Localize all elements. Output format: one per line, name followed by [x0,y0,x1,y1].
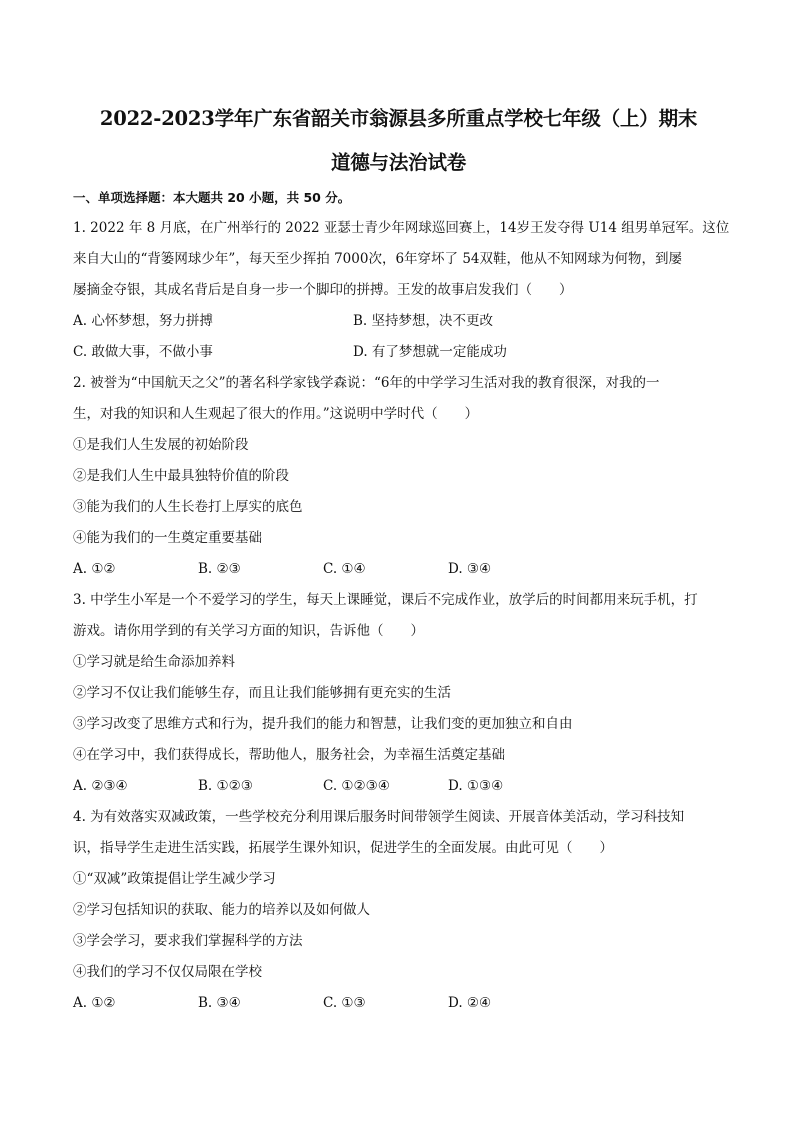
question-2 [73,368,724,585]
option-d: D. ①③④ [448,778,504,794]
option-c: C. 敢做大事，不做小事 [73,344,213,360]
option-b: B. ②③ [198,561,241,577]
option-d: D. 有了梦想就一定能成功 [353,344,507,360]
statement-4: ④我们的学习不仅仅局限在学校 [73,964,262,980]
section-heading: 一、单项选择题：本大题共 20 小题，共 50 分。 [73,190,351,205]
option-a: A. ①② [73,995,116,1011]
question-stem-line: 1. 2022 年 8 月底，在广州举行的 2022 亚瑟士青少年网球巡回赛上，14岁王发夺得 U14 组男单冠军。这位 [73,220,730,236]
statement-3: ③学习改变了思维方式和行为，提升我们的能力和智慧，让我们变的更加独立和自由 [73,716,573,732]
option-b: B. ③④ [198,995,241,1011]
options-row [73,988,724,1019]
question-stem-line: 识，指导学生走进生活实践，拓展学生课外知识，促进学生的全面发展。由此可见（ ） [73,840,613,856]
statement-4: ④在学习中，我们获得成长，帮助他人，服务社会，为幸福生活奠定基础 [73,747,505,763]
question-stem-line: 来自大山的“背篓网球少年”，每天至少挥拍 7000次，6年穿坏了 54双鞋，他从不知网球为何物，到屡 [73,251,683,267]
exam-title-line1: 2022-2023学年广东省韶关市翁源县多所重点学校七年级（上）期末 [99,107,698,130]
option-c: C. ①④ [323,561,366,577]
options-row [73,771,724,802]
option-d: D. ②④ [448,995,492,1011]
option-d: D. ③④ [448,561,492,577]
option-b: B. ①②③ [198,778,253,794]
option-a: A. ②③④ [73,778,128,794]
question-1 [73,213,730,368]
statement-2: ②是我们人生中最具独特价值的阶段 [73,468,289,484]
question-4 [73,802,724,1019]
option-b: B. 坚持梦想，决不更改 [353,313,494,329]
option-c: C. ①③ [323,995,366,1011]
question-stem-line: 4. 为有效落实双减政策，一些学校充分利用课后服务时间带领学生阅读、开展音体美活动，学习科技知 [73,809,685,825]
option-a: A. ①② [73,561,116,577]
options-row [73,337,724,368]
exam-title-line2: 道德与法治试卷 [330,151,467,174]
statement-4: ④能为我们的一生奠定重要基础 [73,530,262,546]
question-stem-line: 3. 中学生小军是一个不爱学习的学生，每天上课睡觉，课后不完成作业，放学后的时间都用来玩手机，打 [73,592,698,608]
statement-1: ①是我们人生发展的初始阶段 [73,437,249,453]
statement-3: ③能为我们的人生长卷打上厚实的底色 [73,499,303,515]
options-row [73,554,724,585]
question-stem-line: 2. 被誉为“中国航天之父”的著名科学家钱学森说：“6年的中学学习生活对我的教育很深，对我的一 [73,375,660,391]
statement-1: ①“双减”政策提倡让学生减少学习 [73,871,276,887]
statement-2: ②学习包括知识的获取、能力的培养以及如何做人 [73,902,370,918]
question-stem-line: 游戏。请你用学到的有关学习方面的知识，告诉他（ ） [73,623,424,639]
options-row [73,306,724,337]
question-3 [73,585,724,802]
question-stem-line: 生，对我的知识和人生观起了很大的作用。”这说明中学时代（ ） [73,406,479,422]
option-c: C. ①②③④ [323,778,390,794]
option-a: A. 心怀梦想，努力拼搏 [73,313,213,329]
statement-2: ②学习不仅让我们能够生存，而且让我们能够拥有更充实的生活 [73,685,451,701]
statement-1: ①学习就是给生命添加养料 [73,654,235,670]
statement-3: ③学会学习，要求我们掌握科学的方法 [73,933,303,949]
question-stem-line: 屡摘金夺银，其成名背后是自身一步一个脚印的拼搏。王发的故事启发我们（ ） [73,282,573,298]
